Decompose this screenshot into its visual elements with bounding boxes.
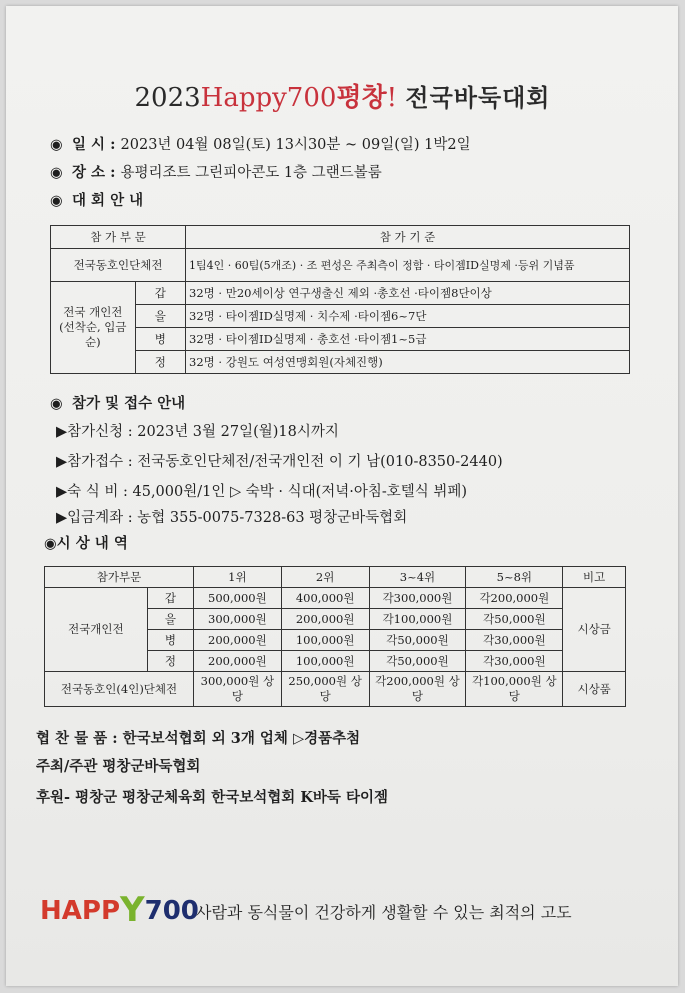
- guide-heading: [50, 190, 143, 212]
- header-5th-8th: 5~8위: [466, 567, 563, 588]
- grade-cell: 을: [147, 609, 193, 630]
- prize-3rd-4th: 각50,000원: [369, 630, 466, 651]
- team-prize-5th-8th: 각100,000원 상당: [466, 672, 563, 707]
- header-3rd-4th: 3~4위: [369, 567, 466, 588]
- prize-1st: 500,000원: [194, 588, 282, 609]
- venue-value: 용평리조트 그린피아콘도 1층 그랜드볼룸: [120, 165, 382, 181]
- prize-1st: 200,000원: [194, 651, 282, 672]
- entry-criteria-table: [50, 225, 630, 374]
- title-place: 평창: [336, 83, 387, 113]
- grade-cell: 정: [135, 351, 185, 374]
- prize-2nd: 400,000원: [281, 588, 369, 609]
- grade-cell: 병: [135, 328, 185, 351]
- logo-happ: HAPP: [40, 896, 120, 926]
- grade-cell: 병: [147, 630, 193, 651]
- prize-2nd: 100,000원: [281, 651, 369, 672]
- individual-prize-label: 전국개인전: [45, 588, 148, 672]
- title-exclaim: !: [386, 83, 398, 113]
- team-prize-1st: 300,000원 상당: [194, 672, 282, 707]
- grade-cell: 정: [147, 651, 193, 672]
- title-year: 2023: [134, 83, 201, 113]
- prizes-heading: [44, 533, 128, 555]
- prize-1st: 200,000원: [194, 630, 282, 651]
- registration-text: 숙 식 비 : 45,000원/1인 ▷ 숙박 · 식대(저녁·아침-호텔식 뷔페): [67, 484, 468, 500]
- registration-item: [56, 507, 407, 529]
- registration-item: [56, 481, 467, 503]
- arrow-icon: ▶: [56, 424, 68, 440]
- arrow-icon: ▶: [56, 510, 68, 526]
- grade-criteria: 32명 · 만20세이상 연구생출신 제외 ·총호선 ·타이젬8단이상: [186, 282, 630, 305]
- header-division: 참가부문: [45, 567, 194, 588]
- prize-2nd: 200,000원: [281, 609, 369, 630]
- sponsor-goods: 협 찬 물 품 : 한국보석협회 외 3개 업체 ▷경품추첨: [36, 730, 361, 747]
- header-1st: 1위: [194, 567, 282, 588]
- grade-cell: 갑: [147, 588, 193, 609]
- title-brand: Happy700: [200, 83, 337, 113]
- registration-item: [56, 421, 339, 443]
- logo-y: Y: [120, 890, 145, 930]
- registration-text: 참가신청 : 2023년 3월 27일(월)18시까지: [67, 424, 339, 440]
- page-title: [0, 80, 685, 116]
- registration-heading: [50, 393, 185, 415]
- bullet-icon: ◉: [44, 535, 57, 552]
- guide-label: 대 회 안 내: [72, 192, 144, 209]
- bullet-icon: ◉: [50, 164, 63, 181]
- header-criteria: 참 가 기 준: [186, 226, 630, 249]
- bullet-icon: ◉: [50, 192, 63, 209]
- host-line: 주최/주관 평창군바둑협회: [36, 758, 201, 775]
- prize-5th-8th: 각30,000원: [466, 651, 563, 672]
- prize-5th-8th: 각30,000원: [466, 630, 563, 651]
- team-criteria: 1팀4인 · 60팀(5개조) · 조 편성은 주최측이 정함 · 타이젬ID실명제 ·등위 기념품: [186, 249, 630, 282]
- title-rest: 전국바둑대회: [405, 84, 551, 112]
- individual-division-label: 전국 개인전 (선착순, 입금순): [51, 282, 136, 374]
- registration-text: 입금계좌 : 농협 355-0075-7328-63 평창군바둑협회: [67, 510, 408, 526]
- venue-label: 장 소 :: [72, 164, 116, 181]
- logo-number: 700: [144, 896, 199, 926]
- team-prize-3rd-4th: 각200,000원 상당: [369, 672, 466, 707]
- venue-line: [50, 162, 382, 184]
- grade-criteria: 32명 · 타이젬ID실명제 · 치수제 ·타이젬6~7단: [186, 305, 630, 328]
- prize-1st: 300,000원: [194, 609, 282, 630]
- header-note: 비고: [563, 567, 626, 588]
- date-value: 2023년 04월 08일(토) 13시30분 ~ 09일(일) 1박2일: [120, 137, 471, 153]
- team-prize-2nd: 250,000원 상당: [281, 672, 369, 707]
- grade-cell: 을: [135, 305, 185, 328]
- happy700-logo: [40, 888, 199, 928]
- bullet-icon: ◉: [50, 395, 63, 412]
- prize-3rd-4th: 각300,000원: [369, 588, 466, 609]
- date-label: 일 시 :: [72, 136, 116, 153]
- bullet-icon: ◉: [50, 136, 63, 153]
- registration-text: 참가접수 : 전국동호인단체전/전국개인전 이 기 남(010-8350-2440): [67, 454, 503, 470]
- prize-5th-8th: 각50,000원: [466, 609, 563, 630]
- prize-3rd-4th: 각100,000원: [369, 609, 466, 630]
- arrow-icon: ▶: [56, 454, 68, 470]
- grade-cell: 갑: [135, 282, 185, 305]
- arrow-icon: ▶: [56, 484, 68, 500]
- header-division: 참 가 부 문: [51, 226, 186, 249]
- prize-table: [44, 566, 626, 707]
- prize-5th-8th: 각200,000원: [466, 588, 563, 609]
- individual-prize-note: 시상금: [563, 588, 626, 672]
- header-2nd: 2위: [281, 567, 369, 588]
- slogan: 사람과 동식물이 건강하게 생활할 수 있는 최적의 고도: [196, 903, 572, 922]
- prizes-title: 시 상 내 역: [56, 535, 128, 552]
- prize-3rd-4th: 각50,000원: [369, 651, 466, 672]
- prize-2nd: 100,000원: [281, 630, 369, 651]
- team-prize-label: 전국동호인(4인)단체전: [45, 672, 194, 707]
- team-prize-note: 시상품: [563, 672, 626, 707]
- grade-criteria: 32명 · 타이젬ID실명제 · 총호선 ·타이젬1~5급: [186, 328, 630, 351]
- registration-item: [56, 451, 503, 473]
- date-line: [50, 134, 471, 156]
- grade-criteria: 32명 · 강원도 여성연맹회원(자체진행): [186, 351, 630, 374]
- support-line: 후원- 평창군 평창군체육회 한국보석협회 K바둑 타이젬: [36, 789, 389, 806]
- team-division-label: 전국동호인단체전: [51, 249, 186, 282]
- registration-title: 참가 및 접수 안내: [72, 395, 186, 412]
